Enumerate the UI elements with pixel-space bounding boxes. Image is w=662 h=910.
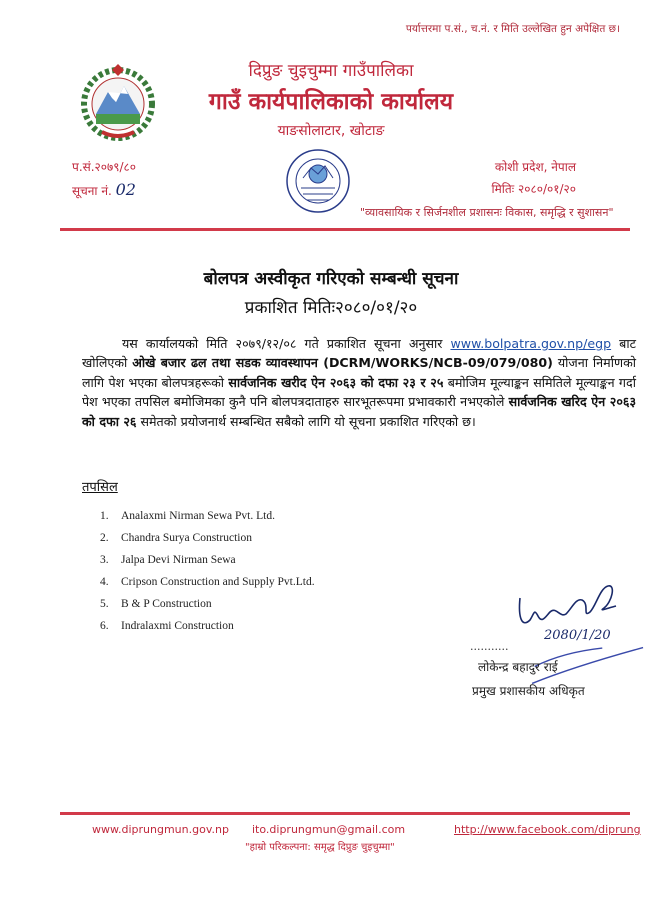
body-text-4: बमोजिम मूल्याङ्कन समितिले मूल्याङ्कन गर्दा पेश भएका तपसिल बमोजिमका कुनै पनि बोलपत्रदाताहरु सारभूतरूपमा प्रभावकारी नभएकोले bbox=[82, 374, 636, 410]
list-item: 6. Indralaxmi Construction bbox=[100, 620, 234, 632]
footer-slogan: "हाम्रो परिकल्पना: समृद्ध दिप्रुङ चुइचुम्मा" bbox=[245, 842, 395, 853]
body-text-5: समेतको प्रयोजनार्थ सम्बन्धित सबैको लागि यो सूचना प्रकाशित गरिएको छ। bbox=[140, 413, 476, 429]
notice-number-row bbox=[72, 180, 136, 199]
ps-number: प.सं.२०७९/८० bbox=[72, 160, 137, 174]
header-rule bbox=[60, 228, 630, 231]
top-note: पर्यात्तरमा प.सं., च.नं. र मिति उल्लेखित हुन अपेक्षित छ। bbox=[405, 23, 620, 35]
act-reference-1: सार्वजनिक खरीद ऐन २०६३ को दफा २३ र २५ bbox=[228, 374, 444, 390]
notice-body bbox=[82, 334, 636, 431]
footer-email-link[interactable]: ito.diprungmun@gmail.com bbox=[252, 823, 406, 836]
office-address: याङसोलाटार, खोटाङ bbox=[277, 123, 385, 139]
list-item: 3. Jalpa Devi Nirman Sewa bbox=[100, 554, 236, 566]
list-item: 4. Cripson Construction and Supply Pvt.Ltd. bbox=[100, 576, 315, 588]
list-item: 1. Analaxmi Nirman Sewa Pvt. Ltd. bbox=[100, 510, 275, 522]
tapsil-heading: तपसिल bbox=[82, 480, 118, 495]
bidder-list bbox=[100, 505, 315, 637]
footer-website-link[interactable]: www.diprungmun.gov.np bbox=[92, 823, 229, 836]
date-label: मितिः bbox=[491, 182, 515, 196]
published-date: प्रकाशित मितिः२०८०/०१/२० bbox=[244, 298, 418, 318]
footer-rule bbox=[60, 812, 630, 815]
signature-date: 2080/1/20 bbox=[544, 628, 611, 643]
body-text-3: योजना निर्माणको लागि पेश भएका बोलपत्रहरूको bbox=[82, 355, 637, 390]
list-item: 5. B & P Construction bbox=[100, 598, 212, 610]
list-item: 2. Chandra Surya Construction bbox=[100, 532, 252, 544]
office-name: गाउँ कार्यपालिकाको कार्यालय bbox=[208, 89, 454, 115]
motto: "व्यावसायिक र सिर्जनशील प्रशासनः विकास, समृद्धि र सुशासन" bbox=[360, 206, 614, 219]
body-text-2: बाट खोलिएको bbox=[82, 336, 636, 371]
office-seal-icon bbox=[285, 148, 351, 214]
project-name: ओखे बजार ढल तथा सडक व्यावस्थापन (DCRM/WORKS/NCB-09/079/080) bbox=[132, 355, 553, 371]
notice-number: 02 bbox=[115, 180, 136, 199]
signature-line: ........... bbox=[470, 640, 509, 653]
municipality-name: दिप्रुङ चुइचुम्मा गाउँपालिका bbox=[248, 61, 414, 81]
notice-title: बोलपत्र अस्वीकृत गरिएको सम्बन्धी सूचना bbox=[203, 269, 459, 289]
date-row bbox=[492, 180, 577, 197]
act-reference-2: सार्वजनिक खरिद ऐन २०६३ को दफा २६ bbox=[82, 394, 636, 429]
date-value: २०८०/०१/२० bbox=[517, 182, 576, 196]
footer-facebook-link[interactable]: http://www.facebook.com/diprung bbox=[454, 823, 641, 836]
body-text-1: यस कार्यालयको मिति २०७९/१२/०८ गते प्रकाशित सूचना अनुसार bbox=[122, 336, 443, 351]
province: कोशी प्रदेश, नेपाल bbox=[494, 160, 576, 174]
signatory-name: लोकेन्द्र बहादुर राई bbox=[478, 660, 558, 674]
signatory-title: प्रमुख प्रशासकीय अधिकृत bbox=[472, 684, 585, 698]
notice-number-label: सूचना नं. bbox=[72, 184, 112, 198]
bolpatra-link[interactable]: www.bolpatra.gov.np/egp bbox=[450, 336, 612, 351]
